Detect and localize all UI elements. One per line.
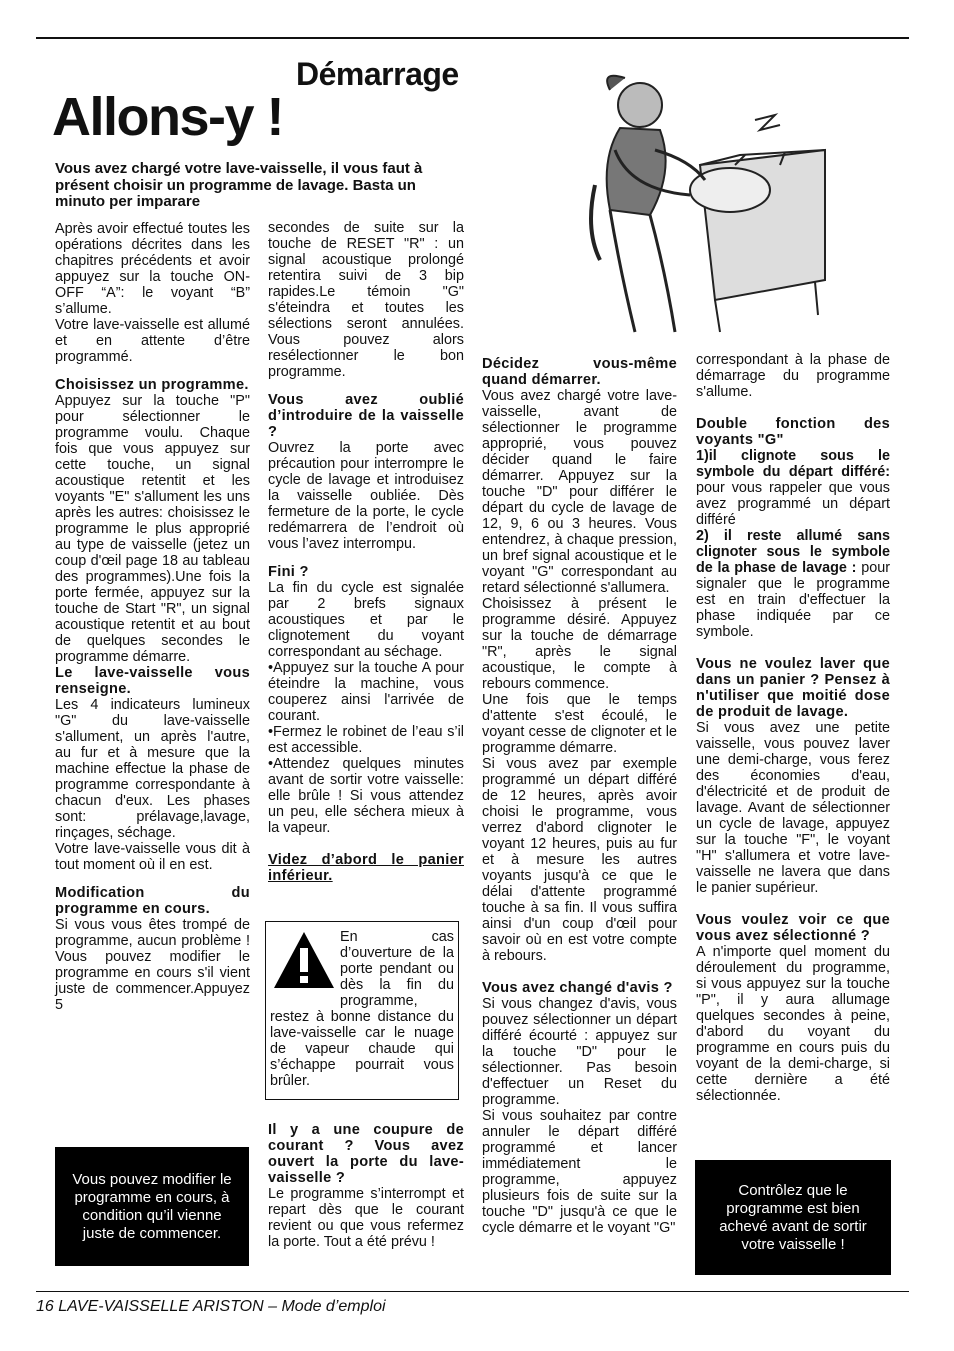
top-rule bbox=[36, 37, 909, 39]
column-4 bbox=[696, 352, 890, 1104]
intro-text: Vous avez chargé votre lave-vaisselle, il vous faut à présent choisir un programme de lavage. Basta un minuto per imparare bbox=[55, 160, 423, 210]
paragraph: Ouvrez la porte avec précaution pour interrompre le cycle de lavage et introduisez la vaisselle oubliée. Dès fermeture de la porte, le cycle redémarrera de l’endroit où vous l’avez interrompu. bbox=[268, 440, 464, 552]
paragraph: Le programme s’interrompt et repart dès que le courant revient ou que vous refermez la porte. Tout a été prévu ! bbox=[268, 1186, 464, 1250]
heading-decide-start: Décidez vous-même quand démarrer. bbox=[482, 356, 677, 388]
paragraph: Choisissez à présent le programme désiré. Appuyez sur la touche de démarrage "R", après le signal acoustique, le compte à rebours commence. bbox=[482, 596, 677, 692]
heading-modify-program: Modification du programme en cours. bbox=[55, 885, 250, 917]
paragraph: •Attendez quelques minutes avant de sortir votre vaisselle: elle brûle ! Si vous attendez un peu, elle séchera mieux à la vapeur. bbox=[268, 756, 464, 836]
paragraph: •Appuyez sur la touche A pour éteindre la machine, vous couperez ainsi l'arrivée de courant. bbox=[268, 660, 464, 724]
paragraph: secondes de suite sur la touche de RESET "R" : un signal acoustique prolongé retentira suivi de 3 bip rapides.Le témoin "G" s'éteindra et toutes les sélections seront annulées. Vous pouvez alors resélectionner le bon programme. bbox=[268, 220, 464, 380]
heading-empty-lower-basket: Videz d’abord le panier inférieur. bbox=[268, 852, 464, 884]
paragraph: Si vous vous êtes trompé de programme, aucun problème ! Vous pouvez modifier le programme en cours s'il vient juste de commencer.Appuyez 5 bbox=[55, 917, 250, 1013]
page-title: Allons-y ! bbox=[52, 87, 284, 147]
paragraph: Si vous souhaitez par contre annuler le départ différé programmé et lancer immédiatement le programme, appuyez plusieurs fois de suite sur la touche "D" jusqu'à ce que le cycle démarre et le voyant "G" bbox=[482, 1108, 677, 1236]
paragraph: Si vous avez par exemple programmé un départ différé de 12 heures, après avoir choisi le programme, vous verrez d'abord clignoter le voyant 12 heures, puis au fur et à mesure les autres voyants jusqu'à ce que le délai d'attente programmé touche à sa fin. Il vous suffira ainsi d'un coup d'œil pour savoir où en est votre compte à rebours. bbox=[482, 756, 677, 964]
paragraph: •Fermez le robinet de l’eau s’il est accessible. bbox=[268, 724, 464, 756]
section-subtitle: Démarrage bbox=[296, 56, 459, 92]
paragraph: Une fois que le temps d'attente s'est écoulé, le voyant cesse de clignoter et le programme démarre. bbox=[482, 692, 677, 756]
paragraph: Si vous avez une petite vaisselle, vous pouvez laver une demi-charge, vous ferez des économies d'eau, d'électricité et de produit de lavage. Avant de sélectionner un cycle de lavage, appuyez sur la touche "F", le voyant "H" s'allumera et votre lave-vaisselle ne lavera que dans le panier supérieur. bbox=[696, 720, 890, 896]
paragraph: Si vous changez d'avis, vous pouvez sélectionner un départ différé écourté : appuyez sur la touche "D" pour le sélectionner. Pas besoin d'effectuer un Reset du programme. bbox=[482, 996, 677, 1108]
note-text: Vous pouvez modifier le programme en cours, à condition qu’il vienne juste de commencer. bbox=[72, 1170, 232, 1242]
paragraph: 1)il clignote sous le symbole du départ différé: pour vous rappeler que vous avez programmé un départ différé bbox=[696, 448, 890, 528]
column-2 bbox=[268, 220, 464, 884]
bottom-rule bbox=[36, 1291, 909, 1292]
page-footer: 16 LAVE-VAISSELLE ARISTON – Mode d’emploi bbox=[36, 1298, 386, 1315]
paragraph: Vous avez chargé votre lave-vaisselle, avant de sélectionner le programme approprié, vous pouvez décider quand le faire démarrer. Appuyez sur la touche "D" pour différer le départ du cycle de lavage de 12, 9, 6 ou 3 heures. Vous entendrez, à chaque pression, un bref signal acoustique et le voyant "G" correspondant au retard sélectionné s'allumera. bbox=[482, 388, 677, 596]
heading-double-function: Double fonction des voyants "G" bbox=[696, 416, 890, 448]
column-2-bottom bbox=[268, 1122, 464, 1250]
column-1 bbox=[55, 221, 250, 1013]
heading-dishwasher-informs: Le lave-vaisselle vous renseigne. bbox=[55, 665, 250, 697]
paragraph: La fin du cycle est signalée par 2 brefs signaux acoustiques et par le clignotement du voyant correspondant au séchage. bbox=[268, 580, 464, 660]
heading-choose-program: Choisissez un programme. bbox=[55, 377, 249, 393]
note-box-left bbox=[55, 1147, 249, 1266]
paragraph: Les 4 indicateurs lumineux "G" du lave-vaisselle s'allument, un après l'autre, au fur et à mesure que la machine effectue la phase de programme correspondante à chacun d'eux. Les phases sont: prélavage,lavage, rinçages, séchage. bbox=[55, 697, 250, 841]
paragraph: A n'importe quel moment du déroulement du programme, si vous appuyez sur la touche "P", il y aura allumage quelques secondes à peine, d'abord du voyant du programme en cours puis du voyant de la demi-charge, si cette dernière a été sélectionnée. bbox=[696, 944, 890, 1104]
paragraph: 2) il reste allumé sans clignoter sous le symbole de la phase de lavage : pour signaler que le programme est en train d'effectuer la phase indiquée par ce symbole. bbox=[696, 528, 891, 640]
heading-power-cut: Il y a une coupure de courant ? Vous avez ouvert la porte du lave-vaisselle ? bbox=[268, 1122, 464, 1186]
note-text: Contrôlez que le programme est bien achevé avant de sortir votre vaisselle ! bbox=[719, 1181, 867, 1253]
note-box-right bbox=[695, 1160, 891, 1275]
warning-text: En cas d’ouverture de la porte pendant ou dès la fin du programme, restez à bonne distance du lave-vaisselle car le nuage de vapeur chaude qui s’échappe pourrait vous brûler. bbox=[270, 929, 454, 1089]
column-3 bbox=[482, 356, 677, 1236]
heading-finished: Fini ? bbox=[268, 564, 309, 580]
heading-changed-mind: Vous avez changé d'avis ? bbox=[482, 980, 673, 996]
heading-view-selection: Vous voulez voir ce que vous avez sélectionné ? bbox=[696, 912, 890, 944]
warning-box bbox=[265, 921, 459, 1100]
heading-forgot-dishes: Vous avez oublié d’introduire de la vaisselle ? bbox=[268, 392, 464, 440]
paragraph: Votre lave-vaisselle vous dit à tout moment où il en est. bbox=[55, 841, 250, 873]
paragraph: Après avoir effectué toutes les opérations décrites dans les chapitres précédents et avoir appuyez sur la touche ON-OFF “A”: le voyant “B” s’allume. bbox=[55, 221, 250, 317]
paragraph: Appuyez sur la touche "P" pour sélectionner le programme voulu. Chaque fois que vous appuyez sur cette touche, un signal acoustique retentit et les voyants "E" s'allument les uns après les autres: choisissez le programme le plus approprié au type de vaisselle (jetez un coup d'œil page 18 au tableau des programmes).Une fois la porte fermée, appuyez sur la touche de Start "R", un signal acoustique retentit et au bout de quelques secondes le programme démarre. bbox=[55, 393, 250, 665]
woman-dishwasher-illustration bbox=[580, 70, 830, 335]
heading-half-load: Vous ne voulez laver que dans un panier ? Pensez à n'utiliser que moitié dose de produit de lavage. bbox=[696, 656, 890, 720]
paragraph: correspondant à la phase de démarrage du programme s'allume. bbox=[696, 352, 890, 400]
paragraph: Votre lave-vaisselle est allumé et en attente d’être programmé. bbox=[55, 317, 250, 365]
